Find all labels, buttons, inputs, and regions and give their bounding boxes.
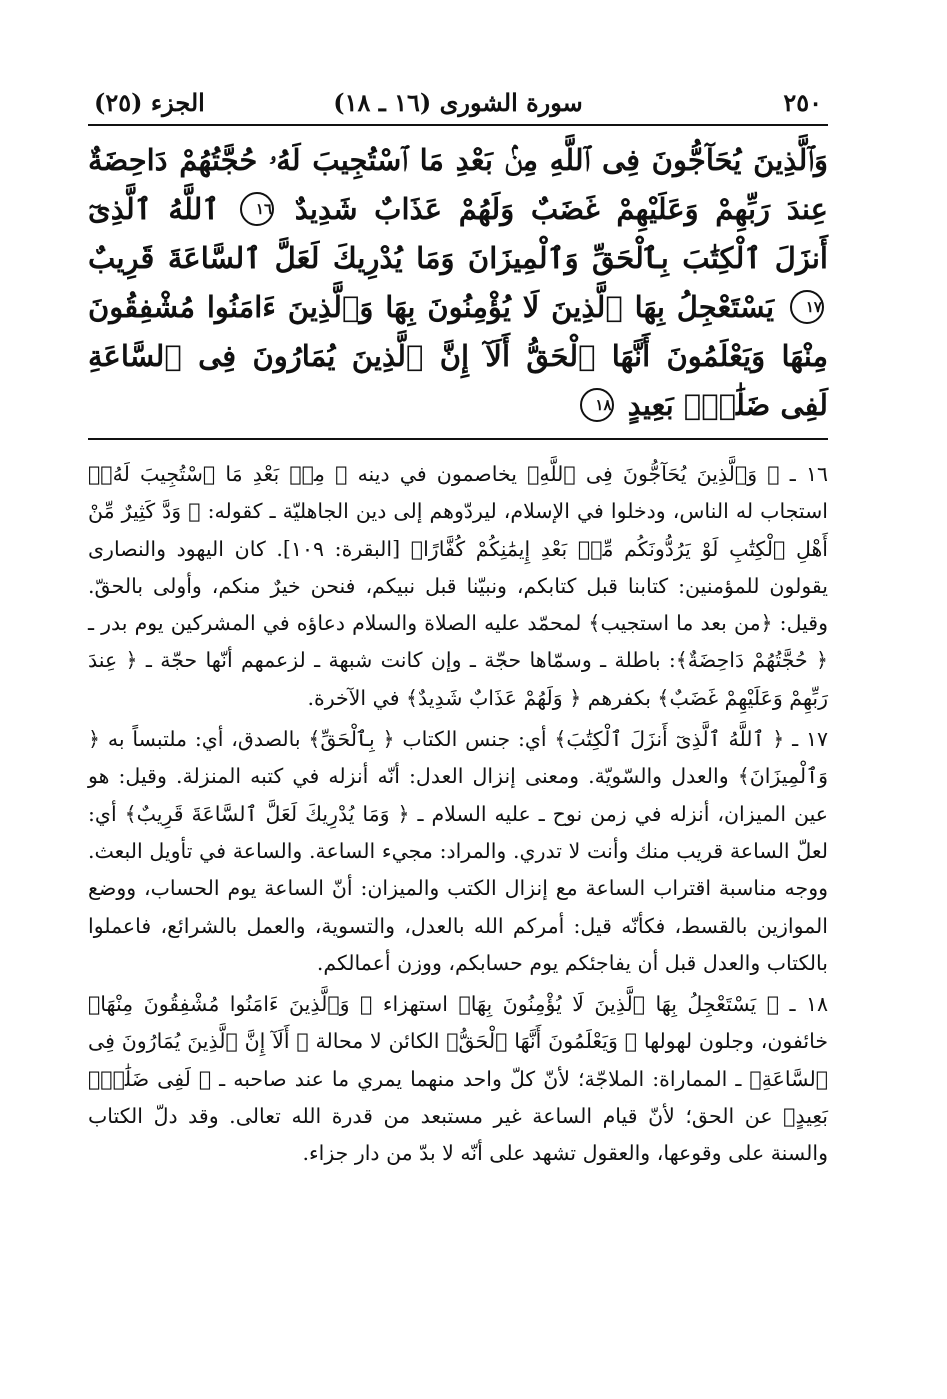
page-number: ٢٥٠ <box>783 88 822 117</box>
book-page <box>88 80 828 1177</box>
juz-label: الجزء (٢٥) <box>94 88 205 117</box>
page-header <box>88 80 828 126</box>
verse-number-18: ١٨ <box>580 388 614 422</box>
verse-18-text: يَسْتَعْجِلُ بِهَا ٱلَّذِينَ لَا يُؤْمِنُونَ بِهَا وَٱلَّذِينَ ءَامَنُوا مُشْفِقُونَ مِنْهَا وَيَعْلَمُونَ أَنَّهَا ٱلْحَقُّ أَلَآ إِنَّ ٱلَّذِينَ يُمَارُونَ فِى ٱلسَّاعَةِ لَفِى ضَلَٰلٍۭ بَعِيدٍ <box>88 290 828 422</box>
surah-title: سورة الشورى (١٦ ـ ١٨) <box>333 88 583 117</box>
quran-text-block <box>88 136 828 440</box>
verse-number-16: ١٦ <box>240 192 274 226</box>
commentary-block <box>88 456 828 1173</box>
verse-number-17: ١٧ <box>790 290 824 324</box>
commentary-verse-18: ١٨ ـ ﴿ يَسْتَعْجِلُ بِهَا ٱلَّذِينَ لَا يُؤْمِنُونَ بِهَا﴾ استهزاء ﴿ وَٱلَّذِينَ ءَامَنُوا مُشْفِقُونَ مِنْهَا﴾ خائفون، وجلون لهولها ﴿ وَيَعْلَمُونَ أَنَّهَا ٱلْحَقُّ﴾ الكائن لا محالة ﴿ أَلَآ إِنَّ ٱلَّذِينَ يُمَارُونَ فِى ٱلسَّاعَةِ﴾ ـ المماراة: الملاجّة؛ لأنّ كلّ واحد منهما يمري ما عند صاحبه ـ ﴿ لَفِى ضَلَٰلٍۭ بَعِيدٍ﴾ عن الحق؛ لأنّ قيام الساعة غير مستبعد من قدرة الله تعالى. وقد دلّ الكتاب والسنة على وقوعها، والعقول تشهد على أنّه لا بدّ من دار جزاء. <box>88 992 828 1166</box>
verse-17-text: ٱللَّهُ ٱلَّذِىٓ أَنزَلَ ٱلْكِتَٰبَ بِٱلْحَقِّ وَٱلْمِيزَانَ وَمَا يُدْرِيكَ لَعَلَّ ٱلسَّاعَةَ قَرِيبٌ <box>88 192 828 275</box>
commentary-verse-16: ١٦ ـ ﴿ وَٱلَّذِينَ يُحَآجُّونَ فِى ٱللَّهِ﴾ يخاصمون في دينه ﴿ مِنۢ بَعْدِ مَا ٱسْتُجِيبَ لَهُۥ﴾ استجاب له الناس، ودخلوا في الإسلام، ليردّوهم إلى دين الجاهليّة ـ كقوله: ﴿ وَدَّ كَثِيرٌ مِّنْ أَهْلِ ٱلْكِتَٰبِ لَوْ يَرُدُّونَكُم مِّنۢ بَعْدِ إِيمَٰنِكُمْ كُفَّارًا﴾ [البقرة: ١٠٩]. كان اليهود والنصارى يقولون للمؤمنين: كتابنا قبل كتابكم، ونبيّنا قبل نبيكم، فنحن خيرٌ منكم، وأولى بالحقّ. وقيل: ﴿من بعد ما استجيب﴾ لمحمّد عليه الصلاة والسلام دعاؤه في المشركين يوم بدر ـ ﴿ حُجَّتُهُمْ دَاحِضَةٌ﴾: باطلة ـ وسمّاها حجّة ـ وإن كانت شبهة ـ لزعمهم أنّها حجّة ـ ﴿ عِندَ رَبِّهِمْ وَعَلَيْهِمْ غَضَبٌ﴾ بكفرهم ﴿ وَلَهُمْ عَذَابٌ شَدِيدٌ﴾ في الآخرة. <box>88 462 828 710</box>
commentary-verse-17: ١٧ ـ ﴿ ٱللَّهُ ٱلَّذِىٓ أَنزَلَ ٱلْكِتَٰبَ﴾ أي: جنس الكتاب ﴿ بِٱلْحَقِّ﴾ بالصدق، أي: ملتبساً به ﴿ وَٱلْمِيزَانَ﴾ والعدل والسّويّة. ومعنى إنزال العدل: أنّه أنزله في كتبه المنزلة. وقيل: هو عين الميزان، أنزله في زمن نوح ـ عليه السلام ـ ﴿ وَمَا يُدْرِيكَ لَعَلَّ ٱلسَّاعَةَ قَرِيبٌ﴾ أي: لعلّ الساعة قريب منك وأنت لا تدري. والمراد: مجيء الساعة. والساعة في تأويل البعث. ووجه مناسبة اقتراب الساعة مع إنزال الكتب والميزان: أنّ الساعة يوم الحساب، ووضع الموازين بالقسط، فكأنّه قيل: أمركم الله بالعدل، والتسوية، والعمل بالشرائع، فاعملوا بالكتاب والعدل قبل أن يفاجئكم يوم حسابكم، ووزن أعمالكم. <box>88 727 828 975</box>
verse-16-text: وَٱلَّذِينَ يُحَآجُّونَ فِى ٱللَّهِ مِنۢ بَعْدِ مَا ٱسْتُجِيبَ لَهُۥ حُجَّتُهُمْ دَاحِضَةٌ عِندَ رَبِّهِمْ وَعَلَيْهِمْ غَضَبٌ وَلَهُمْ عَذَابٌ شَدِيدٌ <box>88 143 828 226</box>
